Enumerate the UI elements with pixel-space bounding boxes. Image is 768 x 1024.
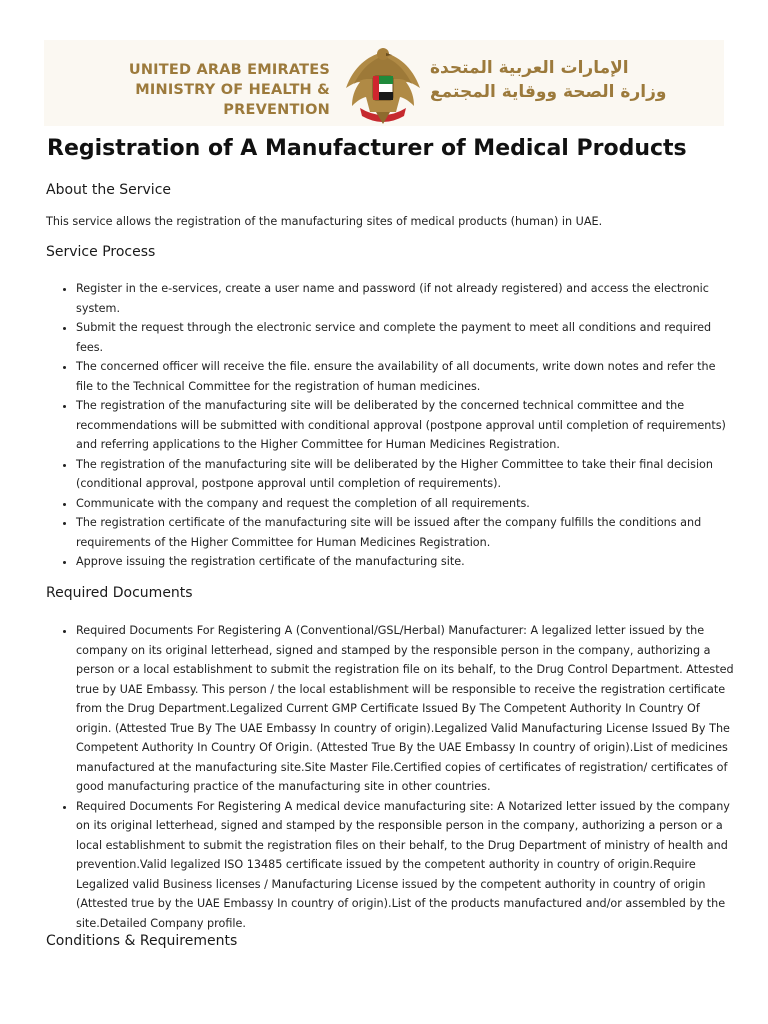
conditions-heading: Conditions & Requirements	[46, 933, 238, 949]
header-country-name: UNITED ARAB EMIRATES	[128, 62, 330, 78]
list-item: • Required Documents For Registering A (Conventional/GSL/Herbal) Manufacturer: A legalized letter issued by the company on its original letterhead, signed and stamped by the responsible person in the company, authorizing a person or a local establishment to submit the registration file on its behalf, to the Drug Control Department. Attested true by UAE Embassy. This person / the local establishment will be responsible to receive the registration certificate from the Drug Department.Legalized Current GMP Certificate Issued By The Competent Authority In Country Of origin. (Attested True By The UAE Embassy In country of origin).Legalized Valid Manufacturing License Issued By The Competent Authority In Country Of Origin. (Attested True By the UAE Embassy In country of origin).List of medicines manufactured at the manufacturing site.Site Master File.Certified copies of certificates of registration/ certificates of good manufacturing practice of the manufacturing site in other countries.	[76, 621, 736, 797]
header-english-text	[50, 60, 330, 120]
documents-heading: Required Documents	[46, 585, 193, 601]
process-heading: Service Process	[46, 244, 156, 260]
ministry-header-banner	[44, 40, 724, 126]
list-item: • Register in the e-services, create a user name and password (if not already registered) and access the electronic system.	[76, 279, 736, 318]
list-item: • The registration certificate of the manufacturing site will be issued after the company fulfills the conditions and requirements of the Higher Committee for Human Medicines Registration.	[76, 513, 736, 552]
about-heading: About the Service	[46, 182, 172, 198]
header-ministry-name-arabic: وزارة الصحة ووقاية المجتمع	[430, 82, 667, 102]
page-title: Registration of A Manufacturer of Medical Products	[47, 136, 687, 161]
list-item: • Communicate with the company and request the completion of all requirements.	[76, 494, 736, 514]
list-item: • The registration of the manufacturing site will be deliberated by the Higher Committee to take their final decision (conditional approval, postpone approval until completion of requirements).	[76, 455, 736, 494]
header-arabic-text	[430, 56, 715, 104]
list-item: • Approve issuing the registration certificate of the manufacturing site.	[76, 552, 736, 572]
documents-list	[64, 621, 736, 933]
uae-eagle-emblem-icon	[340, 42, 426, 128]
header-country-name-arabic: الإمارات العربية المتحدة	[430, 58, 629, 78]
header-ministry-name: MINISTRY OF HEALTH & PREVENTION	[135, 82, 330, 118]
process-list	[64, 279, 736, 572]
list-item: • Required Documents For Registering A medical device manufacturing site: A Notarized letter issued by the company on its original letterhead, signed and stamped by the responsible person in the company, authorizing a person or a local establishment to submit the registration files on their behalf, to the Drug Department of ministry of health and prevention.Valid legalized ISO 13485 certificate issued by the competent authority in country of origin.Require Legalized valid Business licenses / Manufacturing License issued by the competent authority in country of origin (Attested true by the UAE Embassy In country of origin).List of the products manufactured and/or assembled by the site.Detailed Company profile.	[76, 797, 736, 934]
list-item: • Submit the request through the electronic service and complete the payment to meet all conditions and required fees.	[76, 318, 736, 357]
list-item: • The concerned officer will receive the file. ensure the availability of all documents, write down notes and refer the file to the Technical Committee for the registration of human medicines.	[76, 357, 736, 396]
about-text: This service allows the registration of the manufacturing sites of medical products (human) in UAE.	[46, 215, 603, 228]
list-item: • The registration of the manufacturing site will be deliberated by the concerned technical committee and the recommendations will be submitted with conditional approval (postpone approval until completion of requirements) and referring applications to the Higher Committee for Human Medicines Registration.	[76, 396, 736, 455]
